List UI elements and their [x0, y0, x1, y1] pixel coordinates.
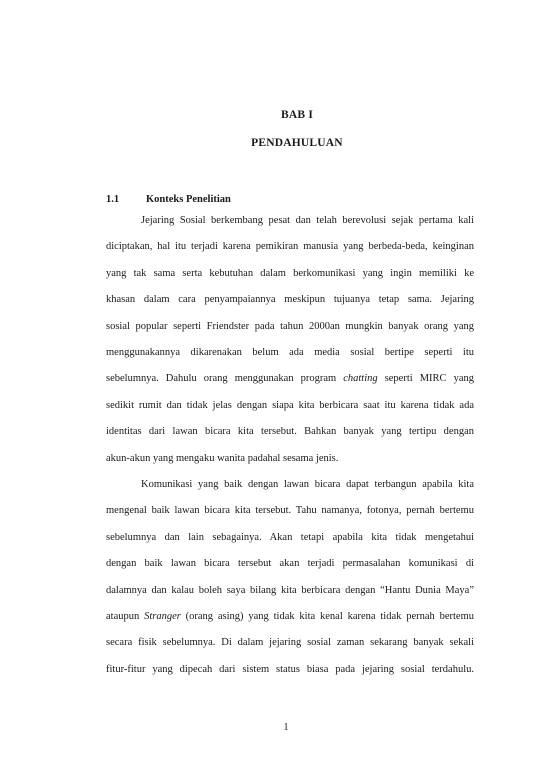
page-number: 1 — [283, 722, 289, 733]
body-line: fitur-fitur yang dipecah dari sistem status biasa pada jejaring sosial terdahulu. — [106, 663, 474, 675]
chapter-number: BAB I — [281, 109, 313, 121]
body-line: identitas dari lawan bicara kita tersebut. Bahkan banyak yang tertipu dengan — [106, 426, 474, 438]
body-line: yang tak sama serta kebutuhan dalam berkomunikasi yang ingin memiliki ke — [106, 267, 474, 279]
section-heading — [106, 194, 231, 205]
body-line: khasan dalam cara penyampaiannya meskipun tujuanya tetap sama. Jejaring — [106, 294, 474, 306]
body-line: dengan baik lawan bicara tersebut akan terjadi permasalahan komunikasi di — [106, 558, 474, 570]
body-line: secara fisik sebelumnya. Di dalam jejaring sosial zaman sekarang banyak sekali — [106, 637, 474, 649]
body-line: sedikit rumit dan tidak jelas dengan siapa kita berbicara saat itu karena tidak ada — [106, 399, 474, 411]
body-line: sebelumnya dan lain sebagainya. Akan tetapi apabila kita tidak mengetahui — [106, 531, 474, 543]
chapter-title: PENDAHULUAN — [251, 137, 343, 149]
body-line: Jejaring Sosial berkembang pesat dan telah berevolusi sejak pertama kali — [141, 215, 474, 226]
body-line: mengenal baik lawan bicara kita tersebut. Tahu namanya, fotonya, pernah bertemu — [106, 505, 474, 517]
body-line: Komunikasi yang baik dengan lawan bicara dapat terbangun apabila kita — [141, 479, 474, 490]
body-line: ataupun Stranger (orang asing) yang tidak kita kenal karena tidak pernah bertemu — [106, 611, 474, 622]
body-line: sosial popular seperti Friendster pada tahun 2000an mungkin banyak orang yang — [106, 320, 474, 332]
body-line: sebelumnya. Dahulu orang menggunakan program chatting seperti MIRC yang — [106, 373, 474, 385]
body-line: diciptakan, hal itu terjadi karena pemikiran manusia yang berbeda-beda, keinginan — [106, 241, 474, 253]
section-number: 1.1 — [106, 194, 120, 205]
body-line: dalamnya dan kalau boleh saya bilang kita berbicara dengan “Hantu Dunia Maya” — [106, 584, 474, 596]
body-line: menggunakannya dikarenakan belum ada media sosial bertipe seperti itu — [106, 347, 474, 358]
section-title: Konteks Penelitian — [146, 194, 231, 205]
body-line: akun-akun yang mengaku wanita padahal sesama jenis. — [106, 452, 339, 464]
